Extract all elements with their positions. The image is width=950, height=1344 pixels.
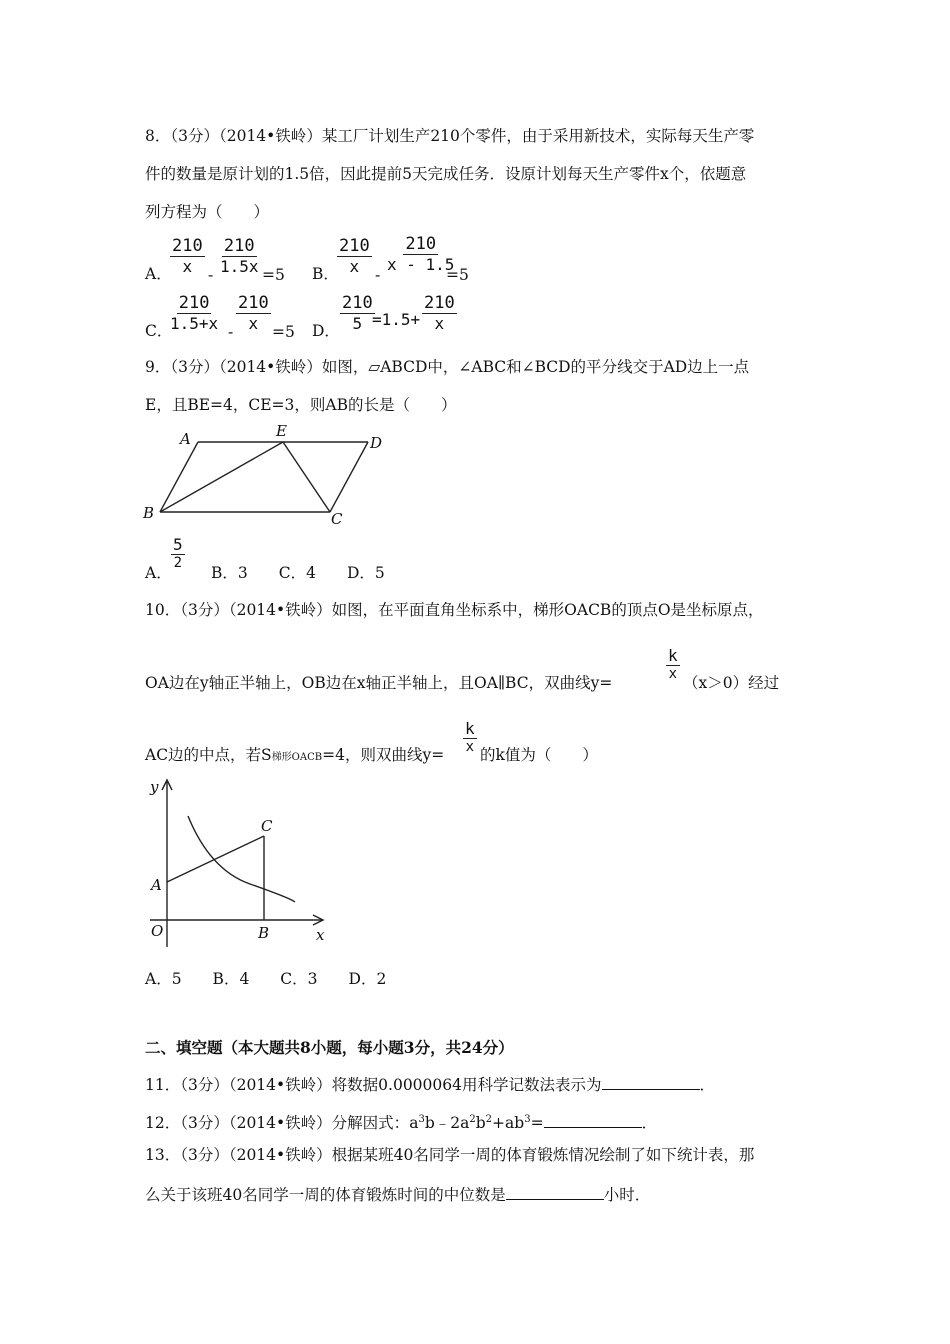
q8-option-a-fraction2 [218,236,261,277]
label-e: E [276,422,287,440]
parallelogram-figure [140,420,390,530]
q12-end: ． [641,1114,658,1133]
q12-exp: 3 [524,1114,531,1125]
q8-option-c-fraction1 [168,293,220,334]
q12-text: 12．（3分）（2014•铁岭）分解因式： [145,1114,410,1133]
label-c: C [261,817,273,835]
q12-answer-blank[interactable] [544,1111,642,1128]
q8-option-a-minus: - [208,266,214,284]
q8-option-d-fraction1 [340,293,375,334]
q11-end: ． [699,1076,716,1094]
denominator: x [465,739,475,755]
numerator: 210 [339,236,370,256]
numerator: 210 [342,293,373,313]
q13-line1: 13．（3分）（2014•铁岭）根据某班40名同学一周的体育锻炼情况绘制了如下统计表，那 [145,1146,755,1164]
label-a: A [151,876,162,894]
q10-line2a: OA边在y轴正半轴上，OB边在x轴正半轴上，且OA∥BC，双曲线y= [145,674,613,692]
coordinate-figure [140,772,340,952]
q8-option-c-minus: - [228,323,234,341]
q9-line1: 9．（3分）（2014•铁岭）如图，▱ABCD中，∠ABC和∠BCD的平分线交于AD边上一点 [145,358,750,376]
denominator: 2 [173,555,183,571]
q12-term: b [475,1114,486,1133]
q10-fraction-k-over-x [666,647,680,682]
q8-option-d-mid: =1.5+ [372,310,421,329]
q12-exp: 2 [469,1114,476,1125]
q10-line3b: =4，则双曲线y= [322,746,445,764]
q9-option-a-label: A． [145,564,172,582]
hyperbola-curve [188,816,295,902]
label-x: x [316,926,325,944]
q12-exp: 2 [485,1114,493,1125]
denominator: x [248,314,259,333]
denominator: x [349,257,360,276]
q8-option-b-fraction1 [337,236,372,277]
label-d: D [370,434,383,452]
q8-line2: 件的数量是原计划的1.5倍，因此提前5天完成任务．设原计划每天生产零件x个，依题意 [145,165,747,183]
q12 [145,1110,657,1133]
q12-term: b﹣2a [424,1114,470,1133]
q8-option-a-label: A． [145,265,172,283]
q8-option-d-fraction2 [422,293,457,334]
q10-subscript: 梯形OACB [271,752,323,763]
q12-term: a [409,1114,419,1133]
q8-option-c-label: C． [145,322,173,340]
numerator: 210 [223,236,255,256]
q8-line3: 列方程为（ ） [145,203,270,221]
q9-option-a-fraction [171,536,185,571]
q13-line2b: 小时． [603,1186,651,1204]
q11-text: 11．（3分）（2014•铁岭）将数据0.0000064用科学记数法表示为 [145,1076,602,1094]
q9-options-rest: B．3 C．4 D．5 [211,564,385,582]
q10-fraction-k-over-x-2 [463,720,477,755]
numerator: 210 [405,234,437,254]
numerator: 210 [172,236,203,256]
label-y: y [150,778,159,796]
q10-line3a: AC边的中点，若S [145,746,272,764]
q12-exp: 3 [418,1114,425,1125]
q13-answer-blank[interactable] [506,1183,604,1200]
label-a: A [180,430,191,448]
q10-line1: 10．（3分）（2014•铁岭）如图，在平面直角坐标系中，梯形OACB的顶点O是坐标原点， [145,601,764,619]
q10-line2b: （x＞0）经过 [683,674,780,692]
label-c: C [331,510,343,528]
segment-ce [283,442,330,512]
q10-line3c: 的k值为（ ） [480,746,598,764]
denominator: x [182,257,193,276]
section2-title: 二、填空题（本大题共8小题，每小题3分，共24分） [145,1038,514,1057]
q11-answer-blank[interactable] [602,1073,700,1090]
q8-option-d-label: D． [312,322,340,340]
q13-line2a: 么关于该班40名同学一周的体育锻炼时间的中位数是 [145,1186,506,1204]
denominator: x - 1.5 [387,255,455,274]
denominator: x [668,666,678,682]
label-b: B [143,504,155,522]
denominator: 1.5+x [170,314,219,333]
q10-options: A．5 B．4 C．3 D．2 [145,970,387,988]
segment-ac [167,836,264,882]
q8-option-c-fraction2 [236,293,271,334]
edge-dc [330,442,368,512]
numerator: 5 [173,535,183,554]
q8-line1: 8．（3分）（2014•铁岭）某工厂计划生产210个零件，由于采用新技术，实际每天生产零 [145,127,755,145]
q8-option-a-eq: =5 [262,266,285,284]
q8-option-b-minus: - [375,266,381,284]
numerator: 210 [238,293,269,313]
denominator: 1.5x [220,257,259,276]
q8-option-b-eq: =5 [446,266,469,284]
q12-term: = [530,1114,544,1133]
label-o: O [151,922,164,940]
q10-line3 [145,745,444,768]
denominator: 5 [352,314,363,333]
q12-term: +ab [492,1114,525,1133]
q8-option-a-fraction1 [170,236,205,277]
numerator: 210 [178,293,210,313]
numerator: k [668,646,678,665]
numerator: 210 [424,293,455,313]
q8-option-c-eq: =5 [272,323,295,341]
q8-option-b-label: B． [312,265,339,283]
q13-line2 [145,1183,650,1205]
q9-line2: E，且BE=4，CE=3，则AB的长是（ ） [145,396,457,414]
q11 [145,1073,715,1095]
denominator: x [434,314,445,333]
numerator: k [465,719,475,738]
label-b: B [258,924,270,942]
